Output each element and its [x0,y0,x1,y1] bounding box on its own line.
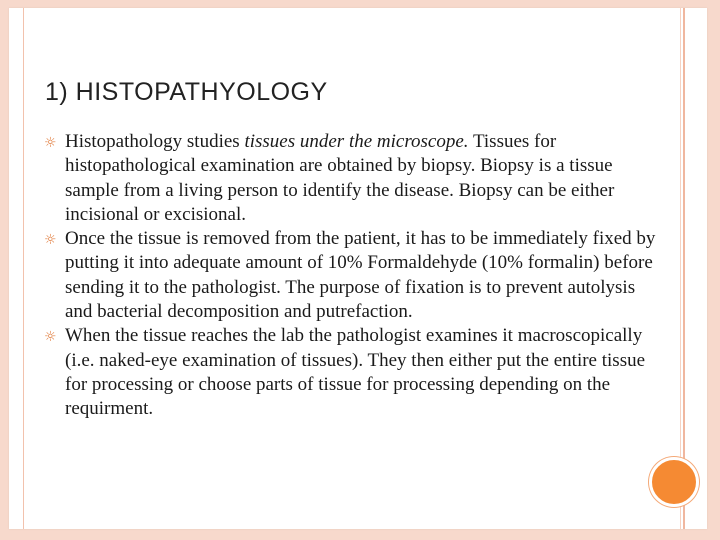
sun-icon: ☼ [44,232,57,249]
left-border-rule [23,8,24,529]
bullet-text-3: When the tissue reaches the lab the pathologist examines it macroscopically (i.e. naked-eye examination of tissues). They then either put the entire tissue for processing or choose parts of tissue for processing depending on the requirment. [65,325,646,420]
right-border-rule-inner [680,8,681,529]
decorative-orange-circle [649,457,699,507]
bullet-item-2 [45,227,665,324]
bullet-text-1 [65,130,665,227]
sun-icon: ☼ [44,135,57,151]
bullet-item-3 [45,324,665,421]
slide [9,8,707,529]
bullet-text-2: Once the tissue is removed from the patient, it has to be immediately fixed by putting it into adequate amount of 10% Formaldehyde (10% formalin) before sending it to the pathologist. The purpose of fixation is to prevent autolysis and bacterial decomposition and putrefaction. [65,228,656,323]
sun-icon: ☼ [44,329,57,346]
bullet-text-1-after: Tissues for histopathological examination are obtained by biopsy. Biopsy is a tissue sample from a living person to identify the disease. Biopsy can be either incisional or excisional. [65,131,615,225]
bullet-text-1-before: Histopathology studies [65,131,245,152]
bullet-list [45,130,665,422]
bullet-item-1 [45,130,665,227]
right-border-rule-outer [683,8,685,529]
slide-title: 1) HISTOPATHYOLOGY [45,78,328,106]
bullet-text-1-italic: tissues under the microscope. [244,131,469,152]
